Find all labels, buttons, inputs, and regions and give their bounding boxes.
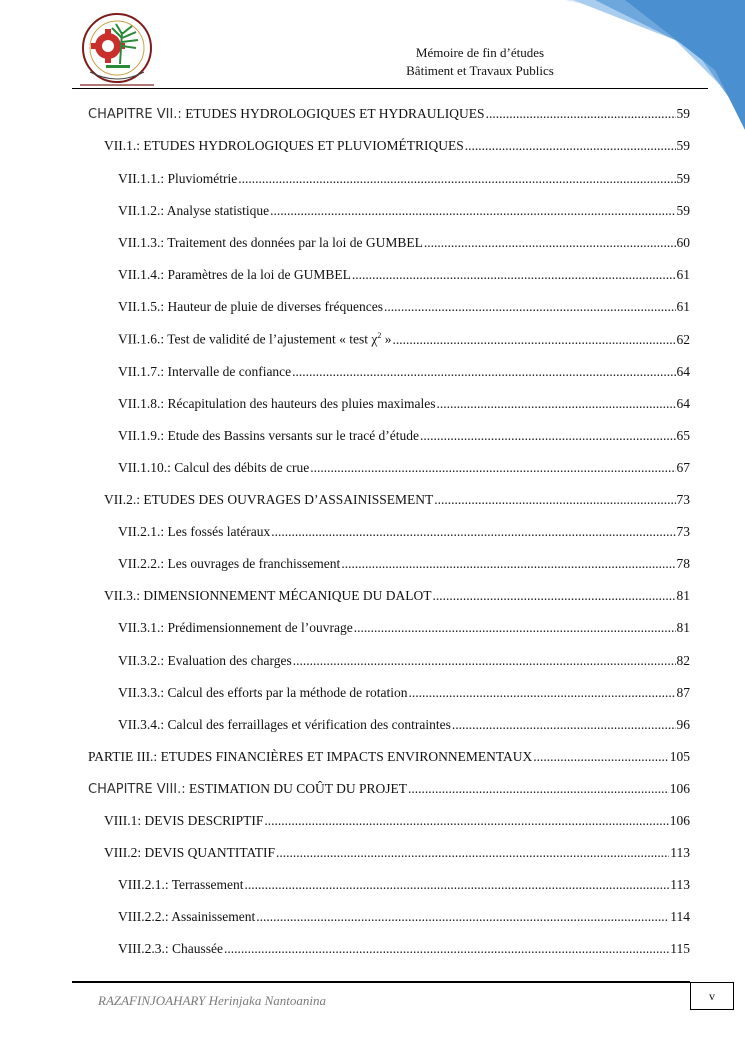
toc-entry[interactable]	[118, 235, 690, 255]
dot-leader	[384, 299, 675, 315]
dot-leader	[486, 106, 676, 122]
toc-page-number: 113	[670, 877, 690, 892]
toc-page-number: 65	[676, 428, 690, 443]
toc-page-number: 59	[676, 106, 690, 121]
chapter-prefix-link[interactable]: CHAPITRE VII.:	[88, 107, 182, 122]
dot-leader	[256, 909, 669, 925]
toc-entry-text: VIII.2: DEVIS QUANTITATIF	[104, 845, 276, 860]
toc-page-number: 106	[669, 781, 690, 796]
toc-entry[interactable]	[118, 909, 690, 929]
toc-entry-text: VII.2.2.: Les ouvrages de franchissement	[118, 556, 341, 571]
header-line-memoire: Mémoire de fin d’études	[415, 45, 545, 60]
toc-page-number: 87	[676, 685, 690, 700]
dot-leader	[264, 813, 668, 829]
toc-page-number: 59	[676, 171, 690, 186]
toc-page-number: 61	[676, 299, 690, 314]
toc-entry[interactable]	[104, 138, 690, 158]
toc-page-number: 73	[676, 492, 690, 507]
toc-entry[interactable]	[118, 460, 690, 480]
toc-entry-text: VII.3.2.: Evaluation des charges	[118, 653, 292, 668]
toc-entry[interactable]	[104, 492, 690, 512]
toc-entry[interactable]	[118, 717, 690, 737]
toc-entry-text: VII.2.1.: Les fossés latéraux	[118, 524, 271, 539]
toc-entry[interactable]	[118, 331, 690, 351]
toc-page-number: 73	[676, 524, 690, 539]
toc-page-number: 96	[676, 717, 690, 732]
toc-entry[interactable]	[104, 813, 690, 833]
toc-entry-text: VIII.2.3.: Chaussée	[118, 941, 223, 956]
toc-entry-text: VII.3.1.: Prédimensionnement de l’ouvrage	[118, 620, 353, 635]
toc-entry-text: VII.1.1.: Pluviométrie	[118, 171, 238, 186]
toc-entry[interactable]	[88, 106, 690, 126]
dot-leader	[533, 749, 669, 765]
dot-leader	[276, 845, 669, 861]
dot-leader	[354, 620, 676, 636]
dot-leader	[352, 267, 676, 283]
dot-leader	[420, 428, 675, 444]
toc-entry-text: VII.2.: ETUDES DES OUVRAGES D’ASSAINISSEMENT	[104, 492, 434, 507]
toc-page-number: 67	[676, 460, 690, 475]
dot-leader	[424, 235, 676, 251]
dot-leader	[341, 556, 675, 572]
toc-page-number: 64	[676, 396, 690, 411]
chapter-prefix-link[interactable]: CHAPITRE VIII.:	[88, 782, 186, 797]
toc-page-number: 59	[676, 203, 690, 218]
toc-entry-text: VII.3.: DIMENSIONNEMENT MÉCANIQUE DU DALOT	[104, 588, 432, 603]
toc-page-number: 64	[676, 364, 690, 379]
toc-entry[interactable]	[118, 171, 690, 191]
dot-leader	[393, 332, 676, 348]
institution-logo-icon	[76, 10, 158, 90]
toc-entry[interactable]	[118, 877, 690, 897]
toc-entry[interactable]	[88, 749, 690, 769]
toc-entry-text: VII.1.: ETUDES HYDROLOGIQUES ET PLUVIOMÉTRIQUES	[104, 138, 464, 153]
toc-entry-text: ESTIMATION DU COÛT DU PROJET	[185, 781, 408, 796]
dot-leader	[452, 717, 676, 733]
dot-leader	[432, 588, 675, 604]
dot-leader	[293, 653, 676, 669]
toc-entry[interactable]	[118, 299, 690, 319]
toc-entry-text: VIII.1: DEVIS DESCRIPTIF	[104, 813, 264, 828]
toc-page-number: 59	[676, 138, 690, 153]
dot-leader	[437, 396, 676, 412]
header-line-discipline: Bâtiment et Travaux Publics	[406, 63, 554, 78]
dot-leader	[434, 492, 675, 508]
toc-page-number: 114	[670, 909, 690, 924]
dot-leader	[409, 685, 676, 701]
toc-page-number: 61	[676, 267, 690, 282]
toc-entry-text: VIII.2.1.: Terrassement	[118, 877, 244, 892]
toc-entry[interactable]	[118, 653, 690, 673]
toc-page-number: 81	[676, 588, 690, 603]
toc-entry-text: VII.3.4.: Calcul des ferraillages et vérification des contraintes	[118, 717, 451, 732]
toc-entry[interactable]	[118, 396, 690, 416]
toc-page-number: 115	[670, 941, 690, 956]
dot-leader	[408, 781, 669, 797]
toc-entry[interactable]	[118, 620, 690, 640]
toc-entry-text: VIII.2.2.: Assainissement	[118, 909, 256, 924]
superscript: 2	[377, 331, 382, 340]
toc-entry-text: VII.1.7.: Intervalle de confiance	[118, 364, 292, 379]
toc-entry-text: ETUDES HYDROLOGIQUES ET HYDRAULIQUES	[181, 106, 485, 121]
toc-entry[interactable]	[118, 556, 690, 576]
toc-entry[interactable]	[104, 588, 690, 608]
toc-entry-text: VII.1.5.: Hauteur de pluie de diverses fréquences	[118, 299, 384, 314]
dot-leader	[465, 138, 676, 154]
toc-entry-text: PARTIE III.: ETUDES FINANCIÈRES ET IMPACTS ENVIRONNEMENTAUX	[88, 749, 533, 764]
toc-entry-text: VII.3.3.: Calcul des efforts par la méthode de rotation	[118, 685, 408, 700]
toc-entry[interactable]	[118, 524, 690, 544]
toc-entry[interactable]	[118, 685, 690, 705]
toc-page-number: 62	[676, 331, 690, 347]
toc-entry-text: VII.1.10.: Calcul des débits de crue	[118, 460, 310, 475]
header-rule	[72, 88, 708, 89]
toc-entry[interactable]	[118, 203, 690, 223]
toc-page-number: 60	[676, 235, 690, 250]
page-number-box: v	[690, 982, 734, 1010]
toc-entry[interactable]	[118, 267, 690, 287]
footer-author: RAZAFINJOAHARY Herinjaka Nantoanina	[98, 993, 326, 1008]
toc-entry[interactable]	[118, 428, 690, 448]
toc-entry[interactable]	[118, 364, 690, 384]
dot-leader	[271, 524, 675, 540]
toc-entry-text: VII.1.2.: Analyse statistique	[118, 203, 270, 218]
dot-leader	[224, 941, 669, 957]
toc-page-number: 105	[669, 749, 690, 764]
toc-entry-text-end: »	[381, 331, 392, 347]
toc-entry[interactable]	[118, 941, 690, 961]
document-header	[340, 44, 620, 80]
toc-entry[interactable]	[104, 845, 690, 865]
toc-entry-text: VII.1.9.: Etude des Bassins versants sur le tracé d’étude	[118, 428, 420, 443]
footer-rule	[72, 981, 690, 983]
toc-page-number: 82	[676, 653, 690, 668]
dot-leader	[238, 171, 675, 187]
toc-page-number: 81	[676, 620, 690, 635]
toc-page-number: 78	[676, 556, 690, 571]
dot-leader	[270, 203, 675, 219]
dot-leader	[292, 364, 675, 380]
toc-entry-text: VII.1.8.: Récapitulation des hauteurs des pluies maximales	[118, 396, 436, 411]
toc-page-number: 106	[669, 813, 690, 828]
toc-entry[interactable]	[88, 781, 690, 801]
toc-entry-text: VII.1.6.: Test de validité de l’ajustement « test χ	[118, 331, 378, 347]
toc-entry-text: VII.1.4.: Paramètres de la loi de GUMBEL	[118, 267, 351, 282]
dot-leader	[310, 460, 675, 476]
toc-entry-text: VII.1.3.: Traitement des données par la loi de GUMBEL	[118, 235, 423, 250]
dot-leader	[245, 877, 670, 893]
toc-page-number: 113	[670, 845, 690, 860]
